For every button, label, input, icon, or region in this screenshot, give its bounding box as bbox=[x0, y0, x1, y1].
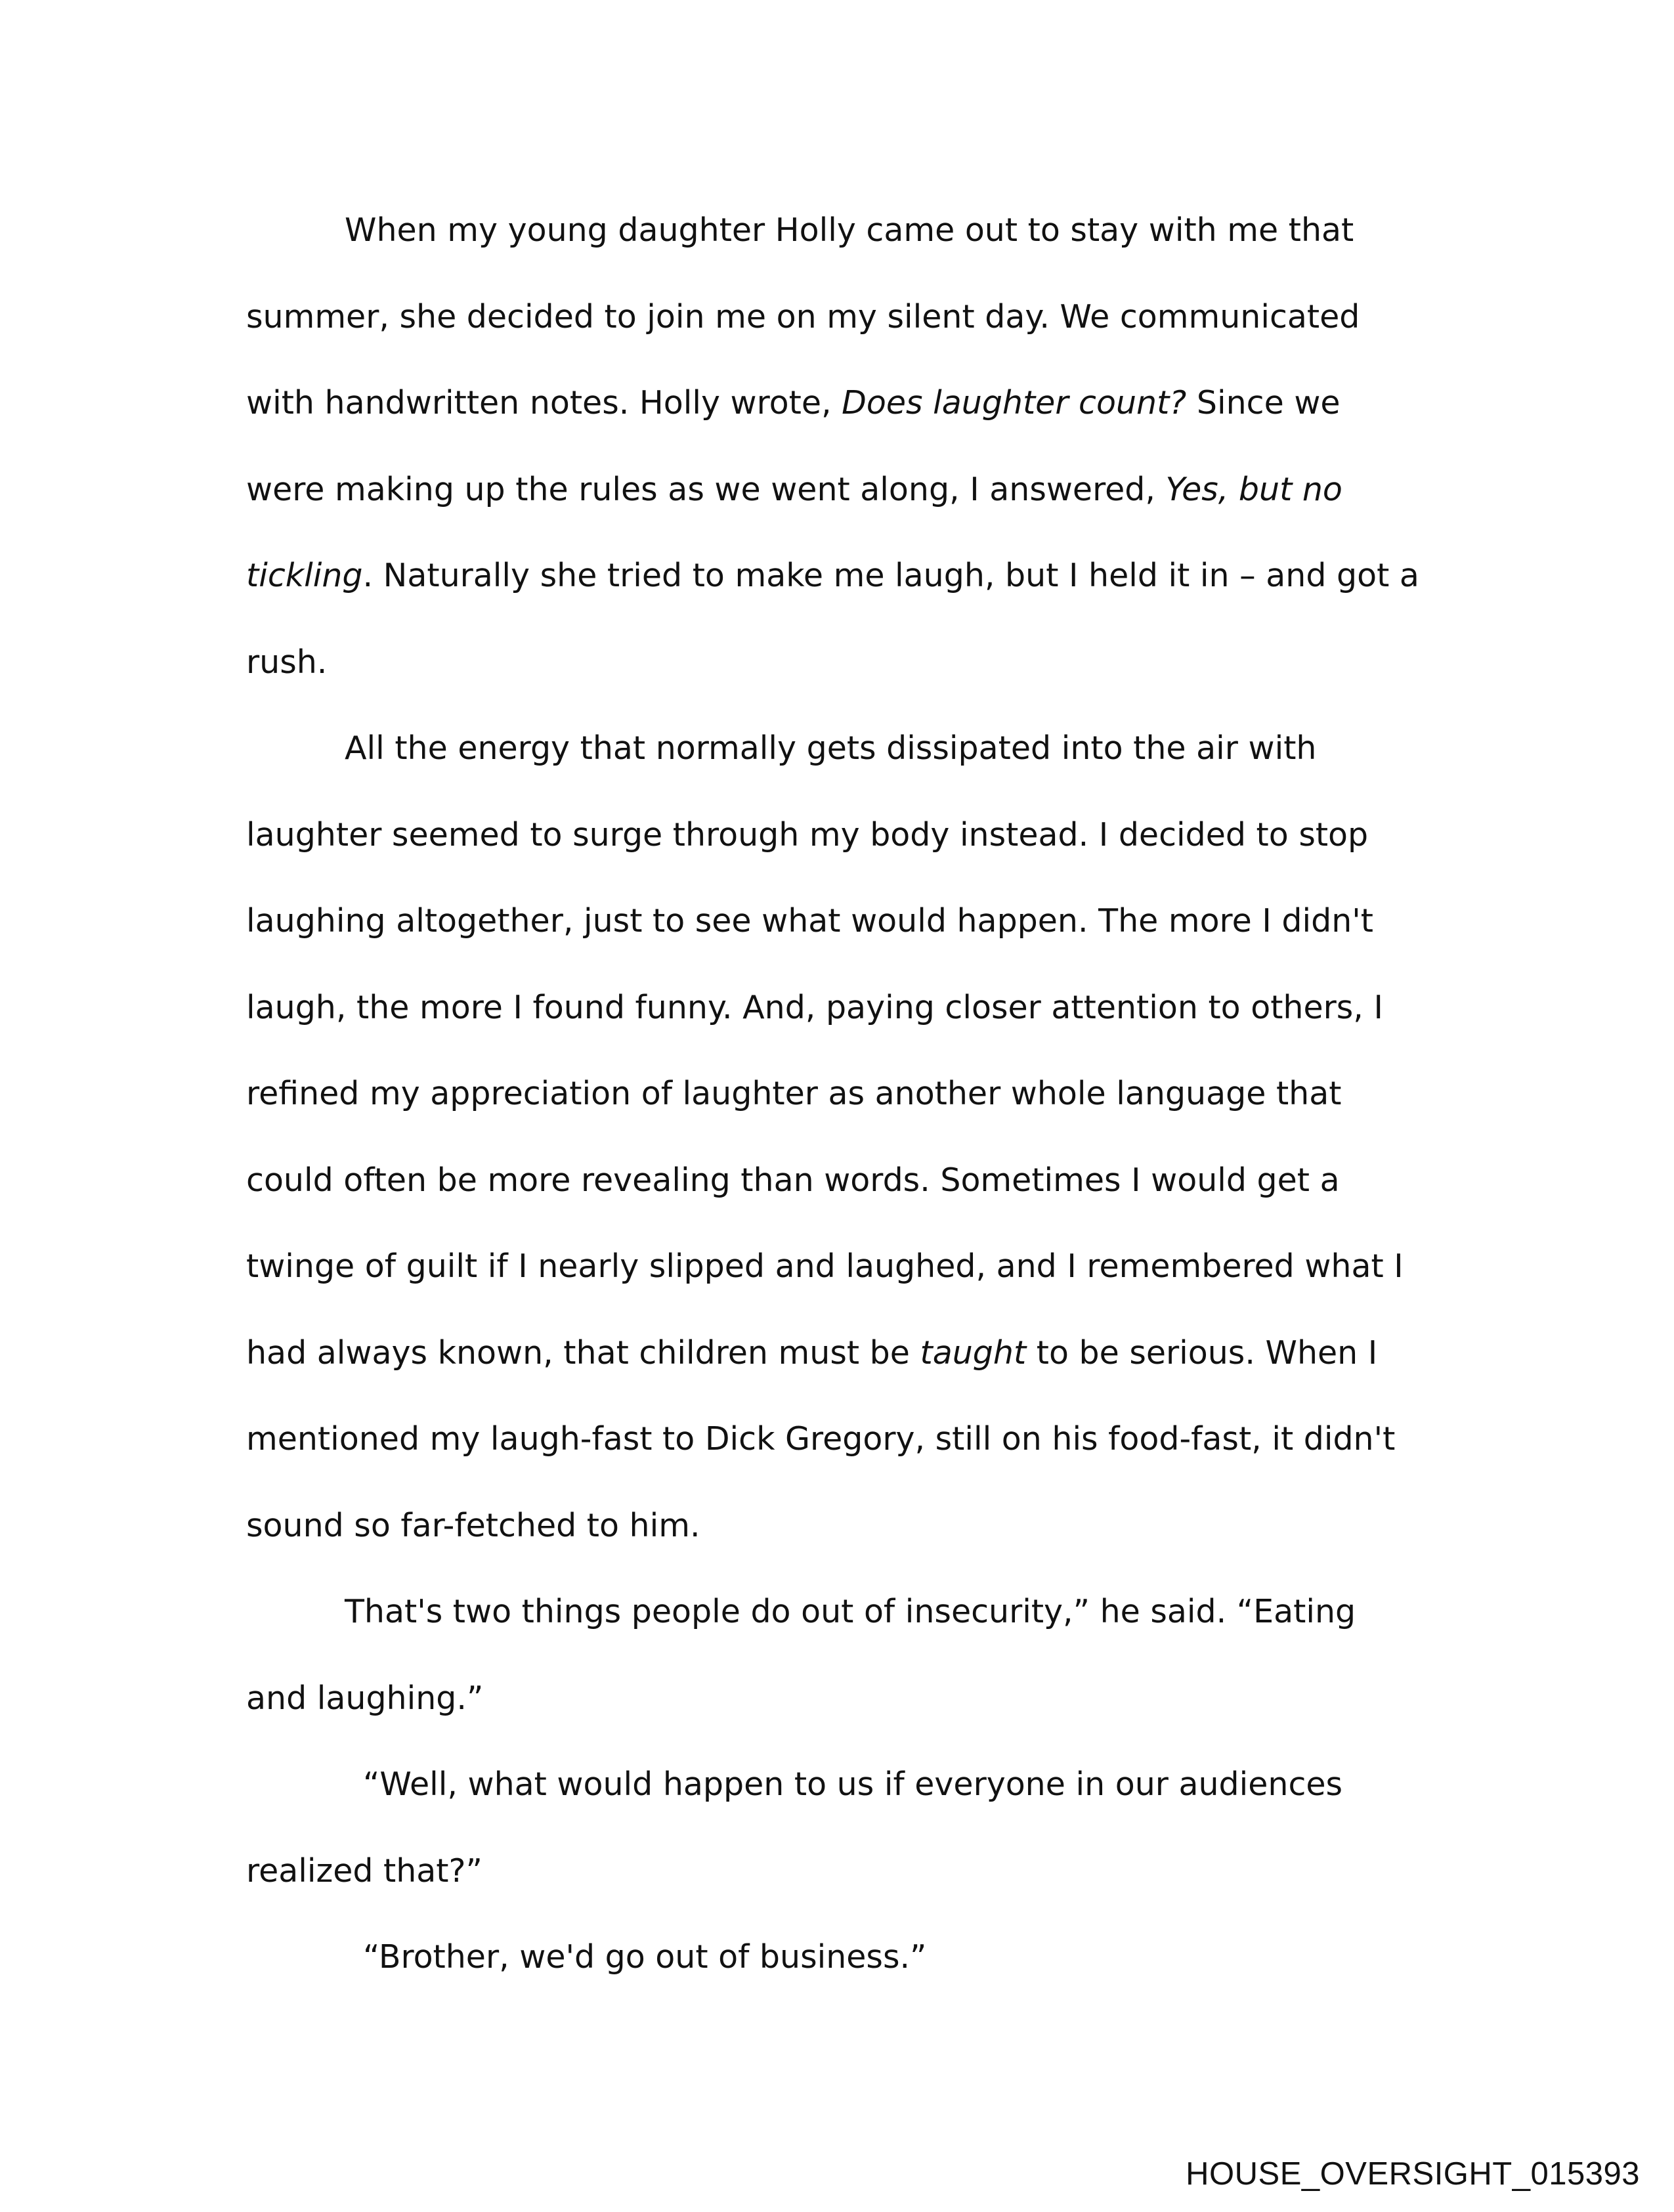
body-text bbox=[246, 187, 1425, 2001]
paragraph-2 bbox=[246, 705, 1425, 1569]
paragraph-4 bbox=[246, 1741, 1425, 1914]
paragraph-1-text-c: . Naturally she tried to make me laugh, but I held it in – and got a rush. bbox=[246, 557, 1419, 681]
paragraph-3-text: That's two things people do out of insecurity,” he said. “Eating and laughing.” bbox=[246, 1593, 1356, 1717]
paragraph-3 bbox=[246, 1569, 1425, 1741]
paragraph-4-text: “Well, what would happen to us if everyone in our audiences realized that?” bbox=[246, 1766, 1343, 1890]
paragraph-1-text-a: When my young daughter Holly came out to stay with me that summer, she decided to join me on my silent day. We communicated with handwritten notes. Holly wrote, bbox=[246, 211, 1360, 422]
paragraph-5 bbox=[246, 1914, 1425, 2001]
paragraph-1 bbox=[246, 187, 1425, 705]
paragraph-2-italic-taught: taught bbox=[920, 1334, 1027, 1372]
paragraph-2-text-a: All the energy that normally gets dissipated into the air with laughter seemed to surge through my body instead. I decided to stop laughing altogether, just to see what would happen. The more I didn't laugh, the more I found funny. And, paying closer attention to others, I refined my appreciation of laughter as another whole language that could often be more revealing than words. Sometimes I would get a twinge of guilt if I nearly slipped and laughed, and I remembered what I had always known, that children must be bbox=[246, 729, 1404, 1372]
paragraph-1-italic-question: Does laughter count? bbox=[842, 384, 1187, 422]
paragraph-2-text-b: to be serious. When I mentioned my laugh-fast to Dick Gregory, still on his food-fast, it didn't sound so far-fetched to him. bbox=[246, 1334, 1396, 1544]
paragraph-5-text: “Brother, we'd go out of business.” bbox=[363, 1938, 927, 1976]
paragraph-1-italic-answer: Yes, but no tickling bbox=[246, 470, 1342, 594]
bates-stamp: HOUSE_OVERSIGHT_015393 bbox=[1186, 2156, 1640, 2192]
paragraph-1-text-b: Since we were making up the rules as we went along, I answered, bbox=[246, 384, 1341, 508]
